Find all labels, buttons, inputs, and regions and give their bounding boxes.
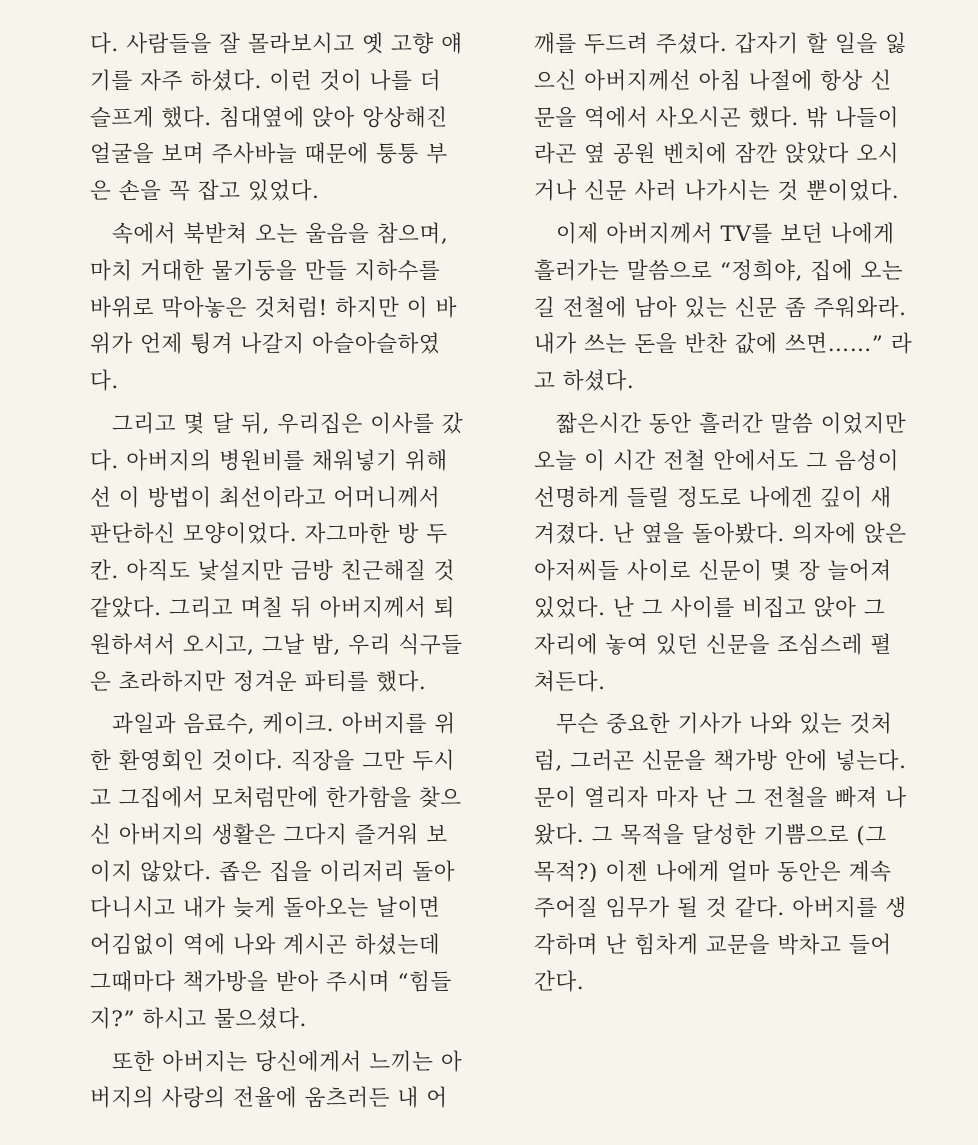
paragraph-start-line: 과일과 음료수, 케이크. 아버지를 위 (112, 712, 456, 738)
text-line: 왔다. 그 목적을 달성한 기쁨으로 (그 (534, 822, 887, 848)
text-line: 길 전철에 남아 있는 신문 좀 주워와라. (534, 295, 907, 321)
text-line: 으신 아버지께선 아침 나절에 항상 신 (534, 68, 892, 94)
text-line: 아저씨들 사이로 신문이 몇 장 늘어져 (534, 559, 892, 585)
text-line: 각하며 난 힘차게 교문을 박차고 들어 (534, 933, 892, 959)
text-line: 선명하게 들릴 정도로 나에겐 깊이 새 (534, 485, 892, 511)
paragraph-start-line: 짧은시간 동안 흘러간 말씀 이었지만 (556, 411, 907, 437)
text-line: 은 초라하지만 정겨운 파티를 했다. (90, 669, 427, 695)
text-line: 깨를 두드려 주셨다. 갑자기 할 일을 잃 (534, 32, 907, 57)
text-line: 칸. 아직도 낯설지만 금방 친근해질 것 (90, 559, 456, 585)
text-line: 원하셔서 오시고, 그날 밤, 우리 식구들 (90, 632, 463, 658)
text-line: 자리에 놓여 있던 신문을 조심스레 펼 (534, 632, 892, 658)
text-line: 어김없이 역에 나와 계시곤 하셨는데 (90, 933, 441, 959)
text-line: 한 환영회인 것이다. 직장을 그만 두시 (90, 749, 456, 775)
text-line: 기를 자주 하셨다. 이런 것이 나를 더 (90, 68, 442, 94)
text-line: 같았다. 그리고 며칠 뒤 아버지께서 퇴 (90, 595, 456, 621)
paragraph-start-line: 무슨 중요한 기사가 나와 있는 것처 (556, 712, 893, 738)
text-line: 고 하셨다. (534, 369, 635, 395)
text-line: 이지 않았다. 좁은 집을 이리저리 돌아 (90, 859, 456, 885)
text-line: 판단하신 모양이었다. 자그마한 방 두 (90, 522, 448, 548)
text-line: 목적?) 이젠 나에게 얼마 동안은 계속 (534, 859, 892, 885)
text-line: 은 손을 꼭 잡고 있었다. (90, 179, 320, 205)
text-line: 위가 언제 튕겨 나갈지 아슬아슬하였 (90, 332, 441, 358)
text-line: 주어질 임무가 될 것 같다. 아버지를 생 (534, 896, 907, 922)
left-text-column (90, 27, 468, 1118)
text-line: 버지의 사랑의 전율에 움츠러든 내 어 (90, 1086, 448, 1112)
text-line: 문이 열리자 마자 난 그 전철을 빠져 나 (534, 785, 907, 811)
text-line: 슬프게 했다. 침대옆에 앉아 앙상해진 (90, 105, 448, 131)
text-line: 다. 아버지의 병원비를 채워넣기 위해 (90, 448, 448, 474)
text-line: 마치 거대한 물기둥을 만들 지하수를 (90, 258, 441, 284)
text-line: 라곤 옆 공원 벤치에 잠깐 앉았다 오시 (534, 142, 900, 168)
text-line: 고 그집에서 모처럼만에 한가함을 찾으 (90, 785, 462, 811)
text-line: 거나 신문 사러 나가시는 것 뿐이었다. (534, 179, 900, 205)
text-line: 신 아버지의 생활은 그다지 즐거워 보 (90, 822, 448, 848)
paragraph-start-line: 또한 아버지는 당신에게서 느끼는 아 (112, 1049, 463, 1075)
text-line: 내가 쓰는 돈을 반찬 값에 쓰면……” 라 (534, 332, 913, 358)
text-line: 문을 역에서 사오시곤 했다. 밖 나들이 (534, 105, 900, 131)
text-line: 다니시고 내가 늦게 돌아오는 날이면 (90, 896, 441, 922)
text-line: 겨졌다. 난 옆을 돌아봤다. 의자에 앉은 (534, 522, 907, 548)
right-text-column (534, 27, 913, 1002)
text-line: 흘러가는 말씀으로 “정희야, 집에 오는 (534, 258, 904, 284)
text-line: 얼굴을 보며 주사바늘 때문에 퉁퉁 부 (90, 142, 448, 168)
text-line: 다. 사람들을 잘 몰라보시고 옛 고향 얘 (90, 32, 463, 57)
text-line: 지?” 하시고 물으셨다. (90, 1006, 307, 1032)
text-line: 쳐든다. (534, 669, 606, 695)
paragraph-start-line: 이제 아버지께서 TV를 보던 나에게 (556, 221, 895, 247)
text-line: 다. (90, 369, 119, 395)
paragraph-start-line: 속에서 북받쳐 오는 울음을 참으며, (112, 221, 449, 247)
text-line: 오늘 이 시간 전철 안에서도 그 음성이 (534, 448, 900, 474)
paragraph-start-line: 그리고 몇 달 뒤, 우리집은 이사를 갔 (112, 411, 464, 437)
text-line: 있었다. 난 그 사이를 비집고 앉아 그 (534, 595, 886, 621)
text-line: 간다. (534, 969, 585, 995)
text-line: 바위로 막아놓은 것처럼! 하지만 이 바 (90, 295, 457, 321)
text-line: 그때마다 책가방을 받아 주시며 “힘들 (90, 969, 452, 995)
text-line: 선 이 방법이 최선이라고 어머니께서 (90, 485, 441, 511)
text-line: 럼, 그러곤 신문을 책가방 안에 넣는다. (534, 749, 907, 775)
